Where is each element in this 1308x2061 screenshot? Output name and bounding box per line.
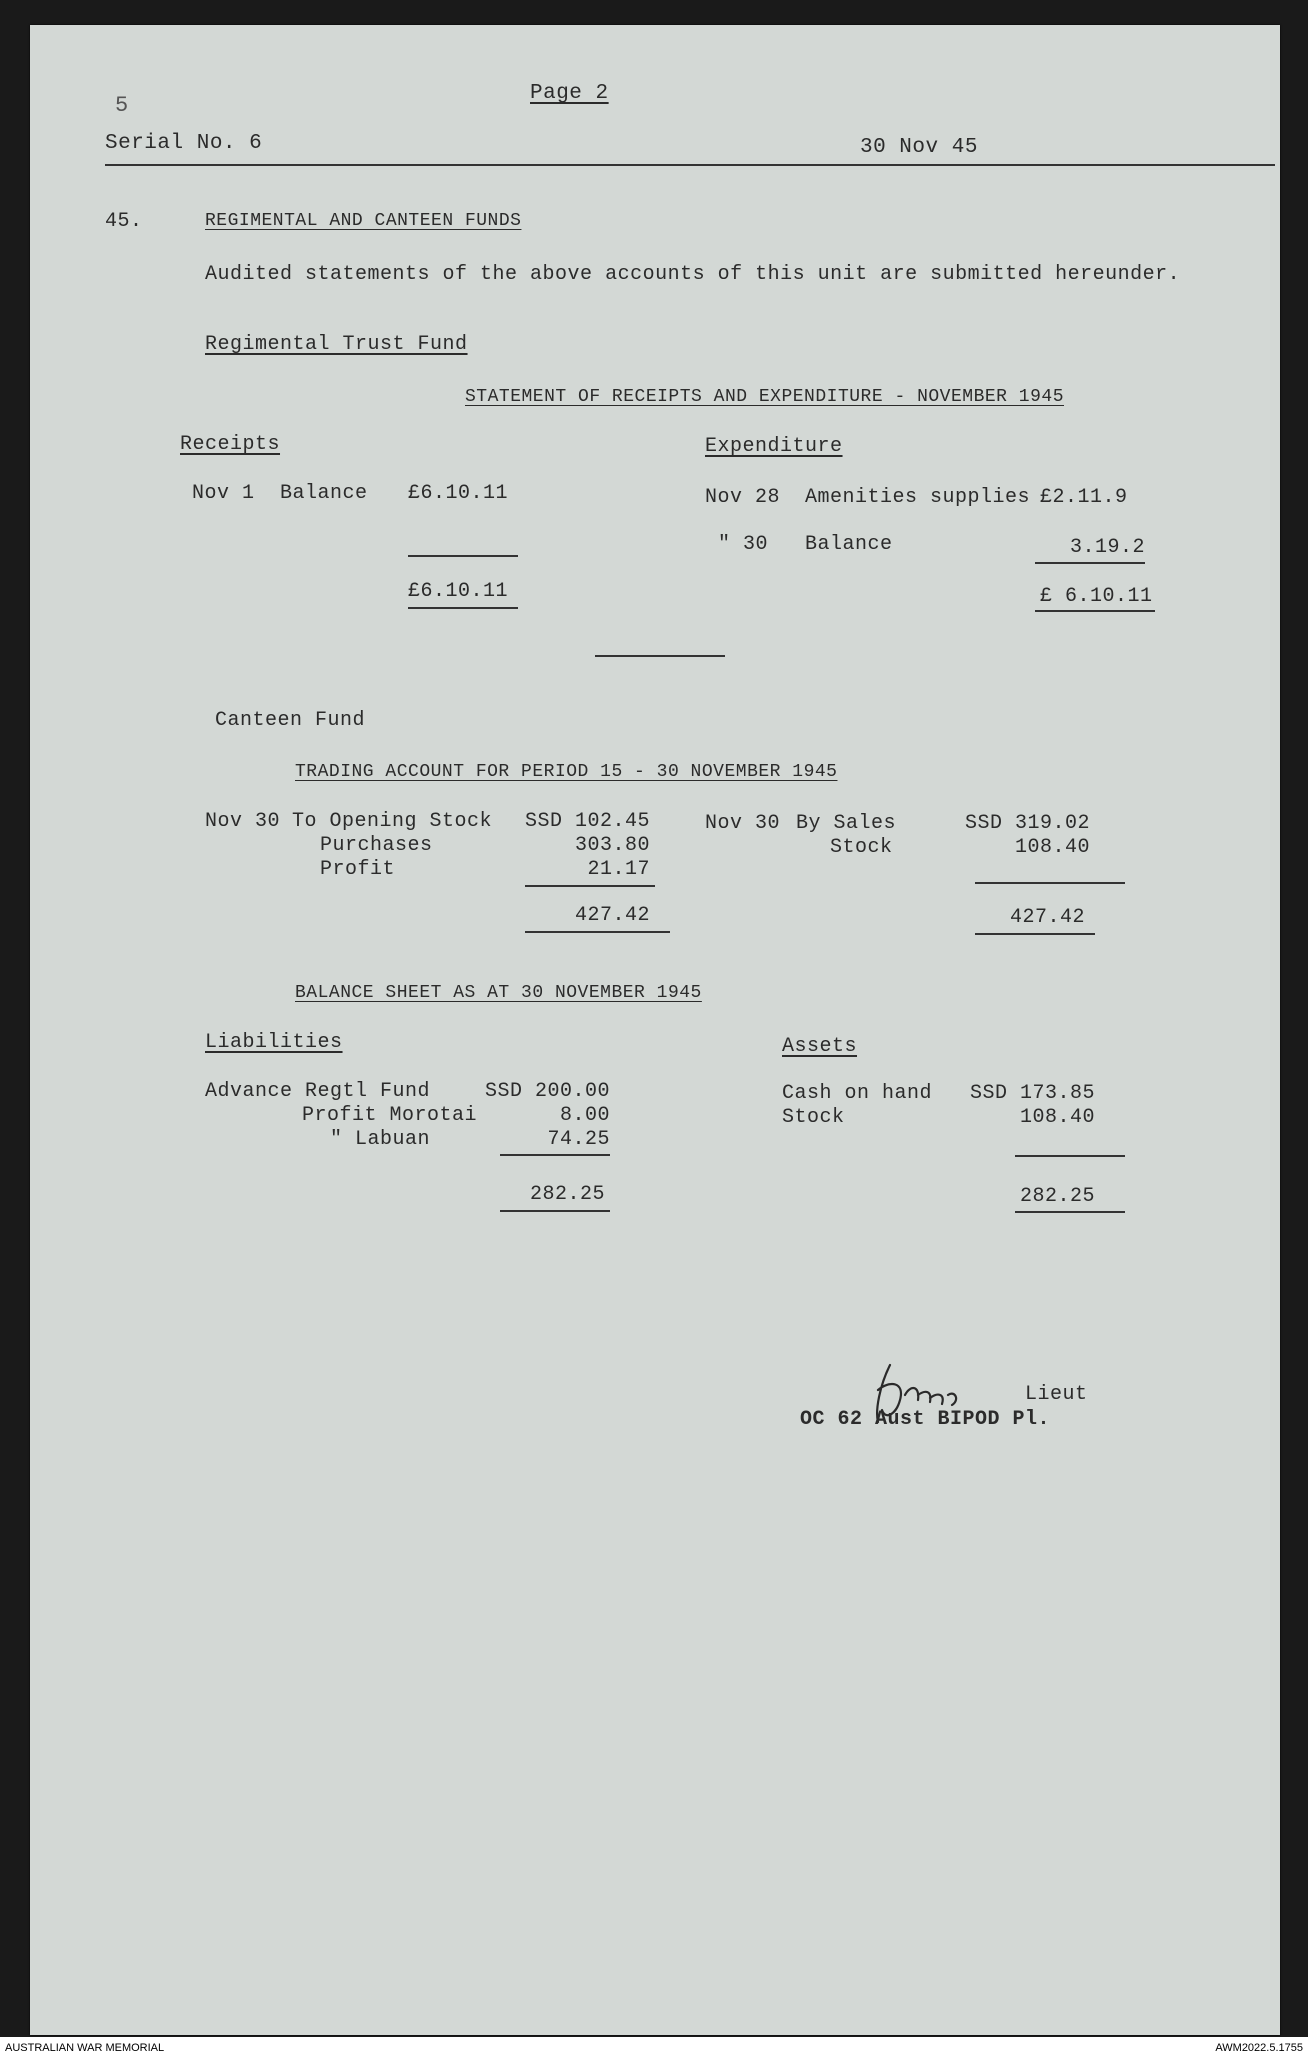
trading-debit-item: Profit bbox=[320, 858, 396, 881]
liabilities-rule bbox=[500, 1154, 610, 1156]
signatory-rank: Lieut bbox=[1025, 1383, 1088, 1406]
balance-sheet-title: BALANCE SHEET AS AT 30 NOVEMBER 1945 bbox=[295, 983, 702, 1003]
trading-debit-item: To Opening Stock bbox=[292, 810, 493, 833]
trading-credit-amount: SSD 319.02 bbox=[964, 812, 1090, 835]
receipts-rule bbox=[408, 555, 518, 557]
trading-debit-total-rule bbox=[525, 931, 670, 933]
assets-rule bbox=[1015, 1155, 1125, 1157]
receipts-heading: Receipts bbox=[180, 433, 281, 456]
regimental-fund-title: Regimental Trust Fund bbox=[205, 333, 468, 356]
archive-reference: AWM2022.5.1755 bbox=[1215, 2042, 1303, 2054]
trading-debit-item: Purchases bbox=[320, 834, 433, 857]
page-number: Page 2 bbox=[530, 82, 609, 105]
trading-credit-item: By Sales bbox=[796, 812, 897, 835]
serial-number: Serial No. 6 bbox=[105, 132, 263, 155]
expenditure-heading: Expenditure bbox=[705, 435, 843, 458]
asset-amount: SSD 173.85 bbox=[969, 1082, 1095, 1105]
header-rule bbox=[105, 164, 1275, 166]
receipts-total: £6.10.11 bbox=[408, 580, 509, 603]
assets-total: 282.25 bbox=[1019, 1185, 1095, 1208]
trading-credit-item: Stock bbox=[830, 836, 893, 859]
receipt-amount: £6.10.11 bbox=[408, 482, 509, 505]
liability-item: Profit Morotai bbox=[302, 1104, 478, 1127]
document-date: 30 Nov 45 bbox=[860, 136, 978, 159]
expenditure-item: Balance bbox=[805, 533, 893, 556]
trading-credit-amount: 108.40 bbox=[1014, 836, 1090, 859]
liability-item: " Labuan bbox=[330, 1128, 431, 1151]
corner-mark: 5 bbox=[115, 93, 129, 118]
liability-amount: 8.00 bbox=[559, 1104, 610, 1127]
liability-item: Advance Regtl Fund bbox=[205, 1080, 431, 1103]
expenditure-amount: £2.11.9 bbox=[1040, 486, 1128, 509]
signatory-unit: OC 62 Aust BIPOD Pl. bbox=[800, 1408, 1051, 1431]
asset-amount: 108.40 bbox=[1019, 1106, 1095, 1129]
expenditure-total: £ 6.10.11 bbox=[1040, 585, 1153, 608]
trading-debit-amount: 21.17 bbox=[587, 858, 650, 881]
trading-debit-rule bbox=[525, 885, 655, 887]
trading-credit-total: 427.42 bbox=[1009, 906, 1085, 929]
trading-credit-rule bbox=[975, 882, 1125, 884]
trading-account-title: TRADING ACCOUNT FOR PERIOD 15 - 30 NOVEMBER 1945 bbox=[295, 762, 838, 782]
canteen-fund-title: Canteen Fund bbox=[215, 709, 366, 732]
expenditure-total-rule bbox=[1035, 610, 1155, 612]
expenditure-rule bbox=[1035, 562, 1145, 564]
receipts-total-rule bbox=[408, 607, 518, 609]
asset-item: Cash on hand bbox=[782, 1082, 933, 1105]
separator-rule bbox=[595, 655, 725, 657]
liability-amount: SSD 200.00 bbox=[484, 1080, 610, 1103]
expenditure-item: Amenities supplies bbox=[805, 486, 1031, 509]
expenditure-amount: 3.19.2 bbox=[1070, 536, 1146, 559]
liabilities-total: 282.25 bbox=[529, 1183, 605, 1206]
section-number: 45. bbox=[105, 210, 143, 233]
receipt-item: Balance bbox=[280, 482, 368, 505]
section-title: REGIMENTAL AND CANTEEN FUNDS bbox=[205, 211, 522, 231]
archive-footer bbox=[0, 2037, 1308, 2061]
asset-item: Stock bbox=[782, 1106, 845, 1129]
trading-credit-total-rule bbox=[975, 933, 1095, 935]
trading-debit-total: 427.42 bbox=[574, 904, 650, 927]
archive-name: AUSTRALIAN WAR MEMORIAL bbox=[5, 2042, 165, 2054]
trading-credit-date: Nov 30 bbox=[705, 812, 781, 835]
trading-debit-amount: SSD 102.45 bbox=[524, 810, 650, 833]
assets-heading: Assets bbox=[782, 1035, 858, 1058]
expenditure-date: Nov 28 bbox=[705, 486, 781, 509]
liabilities-total-rule bbox=[500, 1210, 610, 1212]
assets-total-rule bbox=[1015, 1211, 1125, 1213]
liabilities-heading: Liabilities bbox=[205, 1031, 343, 1054]
liability-amount: 74.25 bbox=[547, 1128, 610, 1151]
section-intro: Audited statements of the above accounts of this unit are submitted hereunder. bbox=[205, 263, 1181, 286]
trading-debit-amount: 303.80 bbox=[574, 834, 650, 857]
trading-debit-date: Nov 30 bbox=[205, 810, 281, 833]
expenditure-date: " 30 bbox=[718, 533, 769, 556]
document-page bbox=[30, 25, 1280, 2035]
statement-title: STATEMENT OF RECEIPTS AND EXPENDITURE - NOVEMBER 1945 bbox=[465, 387, 1064, 407]
receipt-date: Nov 1 bbox=[192, 482, 255, 505]
